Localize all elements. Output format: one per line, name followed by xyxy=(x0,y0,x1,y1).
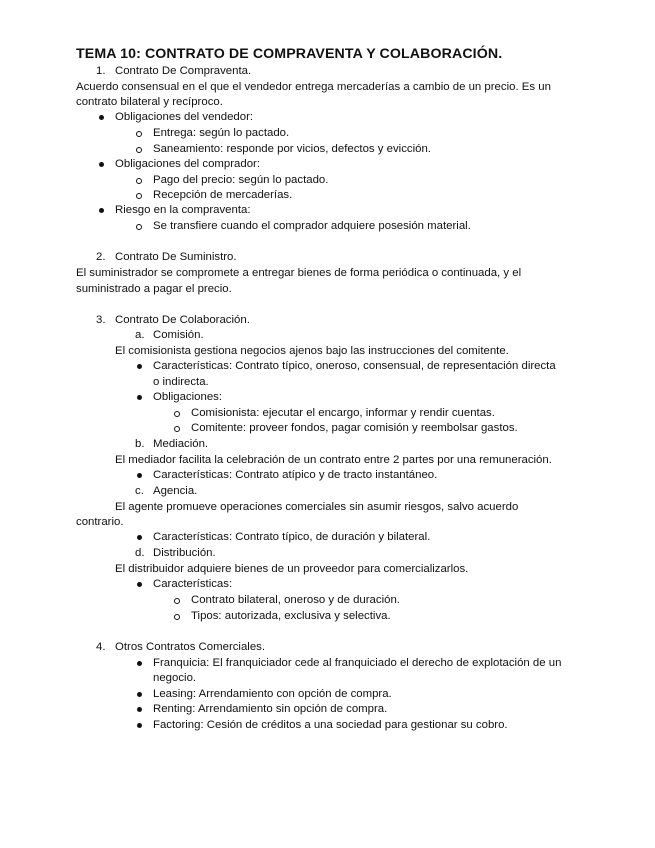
mediacion-caracteristicas: Características: Contrato atípico y de tracto instantáneo. xyxy=(153,469,438,481)
document-title: TEMA 10: CONTRATO DE COMPRAVENTA Y COLABORACIÓN. xyxy=(76,46,503,62)
franquicia-line-1: Franquicia: El franquiciador cede al franquiciado el derecho de explotación de un xyxy=(153,657,562,669)
section-3-heading: Contrato De Colaboración. xyxy=(115,314,250,326)
distribucion-item-1: Contrato bilateral, oneroso y de duración. xyxy=(191,594,400,606)
subsection-d-title: Distribución. xyxy=(153,547,216,559)
renting-item: Renting: Arrendamiento sin opción de compra. xyxy=(153,703,388,715)
bullet-icon xyxy=(137,582,142,587)
circle-bullet-icon xyxy=(174,411,180,417)
section-4-heading: Otros Contratos Comerciales. xyxy=(115,641,266,653)
section-3-number: 3. xyxy=(96,314,106,326)
circle-bullet-icon xyxy=(174,426,180,432)
section-2-definition-line-2: suministrado a pagar el precio. xyxy=(76,283,232,295)
subsection-c-label: c. xyxy=(135,485,144,497)
section-4-number: 4. xyxy=(96,641,106,653)
section-1-definition-line-2: contrato bilateral y recíproco. xyxy=(76,96,223,108)
bullet-icon xyxy=(99,162,104,167)
entrega-item: Entrega: según lo pactado. xyxy=(153,127,290,139)
section-1-heading: Contrato De Compraventa. xyxy=(115,65,252,77)
comision-caracteristicas-line-2: o indirecta. xyxy=(153,376,209,388)
agencia-definition-line-2: contrario. xyxy=(76,516,124,528)
subsection-a-title: Comisión. xyxy=(153,329,204,341)
subsection-d-label: d. xyxy=(135,547,145,559)
bullet-icon xyxy=(137,364,142,369)
pago-item: Pago del precio: según lo pactado. xyxy=(153,174,329,186)
bullet-icon xyxy=(137,535,142,540)
subsection-b-title: Mediación. xyxy=(153,438,209,450)
section-1-number: 1. xyxy=(96,65,106,77)
recepcion-item: Recepción de mercaderías. xyxy=(153,189,293,201)
distribucion-caracteristicas: Características: xyxy=(153,578,233,590)
factoring-item: Factoring: Cesión de créditos a una sociedad para gestionar su cobro. xyxy=(153,719,508,731)
comision-obligaciones: Obligaciones: xyxy=(153,391,223,403)
circle-bullet-icon xyxy=(136,147,142,153)
franquicia-line-2: negocio. xyxy=(153,672,197,684)
bullet-icon xyxy=(137,692,142,697)
bullet-icon xyxy=(137,473,142,478)
section-2-heading: Contrato De Suministro. xyxy=(115,251,237,263)
bullet-icon xyxy=(99,115,104,120)
bullet-icon xyxy=(137,723,142,728)
circle-bullet-icon xyxy=(136,193,142,199)
comision-definition: El comisionista gestiona negocios ajenos bajo las instrucciones del comitente. xyxy=(115,345,509,357)
distribucion-definition: El distribuidor adquiere bienes de un proveedor para comercializarlos. xyxy=(115,563,469,575)
subsection-a-label: a. xyxy=(135,329,145,341)
circle-bullet-icon xyxy=(136,224,142,230)
riesgo-heading: Riesgo en la compraventa: xyxy=(115,204,251,216)
subsection-b-label: b. xyxy=(135,438,145,450)
subsection-c-title: Agencia. xyxy=(153,485,198,497)
circle-bullet-icon xyxy=(174,614,180,620)
vendedor-obligations: Obligaciones del vendedor: xyxy=(115,111,254,123)
section-2-number: 2. xyxy=(96,251,106,263)
riesgo-item: Se transfiere cuando el comprador adquiere posesión material. xyxy=(153,220,471,232)
mediacion-definition: El mediador facilita la celebración de un contrato entre 2 partes por una remuneración. xyxy=(115,454,552,466)
circle-bullet-icon xyxy=(136,178,142,184)
comision-caracteristicas-line-1: Características: Contrato típico, oneroso, consensual, de representación directa xyxy=(153,360,556,372)
bullet-icon xyxy=(137,707,142,712)
circle-bullet-icon xyxy=(136,131,142,137)
circle-bullet-icon xyxy=(174,598,180,604)
bullet-icon xyxy=(99,208,104,213)
comisionista-item: Comisionista: ejecutar el encargo, informar y rendir cuentas. xyxy=(191,407,495,419)
comitente-item: Comitente: proveer fondos, pagar comisión y reembolsar gastos. xyxy=(191,422,518,434)
distribucion-item-2: Tipos: autorizada, exclusiva y selectiva. xyxy=(191,610,391,622)
agencia-definition-line-1: El agente promueve operaciones comerciales sin asumir riesgos, salvo acuerdo xyxy=(115,501,519,513)
section-2-definition-line-1: El suministrador se compromete a entregar bienes de forma periódica o continuada, y el xyxy=(76,267,522,279)
saneamiento-item: Saneamiento: responde por vicios, defectos y evicción. xyxy=(153,143,431,155)
agencia-caracteristicas: Características: Contrato típico, de duración y bilateral. xyxy=(153,531,431,543)
bullet-icon xyxy=(137,661,142,666)
bullet-icon xyxy=(137,395,142,400)
section-1-definition-line-1: Acuerdo consensual en el que el vendedor entrega mercaderías a cambio de un precio. Es un xyxy=(76,81,551,93)
leasing-item: Leasing: Arrendamiento con opción de compra. xyxy=(153,688,392,700)
comprador-obligations: Obligaciones del comprador: xyxy=(115,158,260,170)
